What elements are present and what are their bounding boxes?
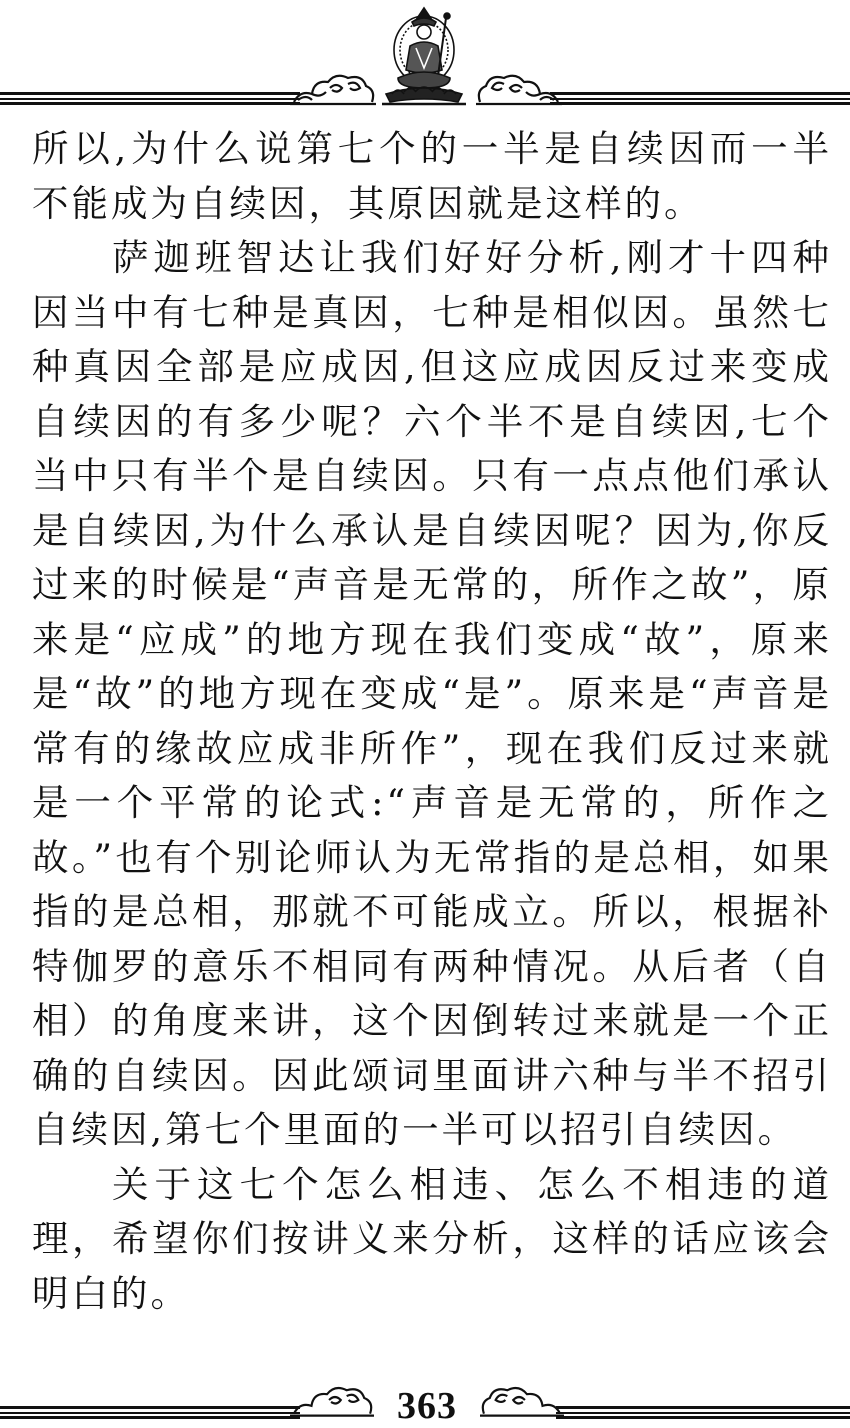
paragraph: 萨迦班智达让我们好好分析,刚才十四种因当中有七种是真因，七种是相似因。虽然七种真因全部是应成因,但这应成因反过来变成自续因的有多少呢？六个半不是自续因,七个当中只有半个是自续因。只有一点点他们承认是自续因,为什么承认是自续因呢？因为,你反过来的时候是“声音是无常的，所作之故”，原来是“应成”的地方现在我们变成“故”，原来是“故”的地方现在变成“是”。原来是“声音是常有的缘故应成非所作”，现在我们反过来就是一个平常的论式:“声音是无常的，所作之故。”也有个别论师认为无常指的是总相，如果指的是总相，那就不可能成立。所以，根据补特伽罗的意乐不相同有两种情况。从后者（自相）的角度来讲，这个因倒转过来就是一个正确的自续因。因此颂词里面讲六种与半不招引自续因,第七个里面的一半可以招引自续因。: [32, 236, 832, 1151]
paragraph: 关于这七个怎么相违、怎么不相违的道理，希望你们按讲义来分析，这样的话应该会明白的。: [32, 1162, 832, 1315]
cloud-ornament-icon: [290, 1380, 374, 1420]
page-number: 363: [397, 1385, 457, 1427]
cloud-ornament-icon: [476, 68, 562, 108]
cloud-ornament-icon: [480, 1380, 564, 1420]
cloud-ornament-icon: [290, 68, 376, 108]
paragraph: 所以,为什么说第七个的一半是自续因而一半不能成为自续因，其原因就是这样的。: [32, 127, 832, 225]
page-footer: [0, 1376, 850, 1426]
footer-rule-left: [0, 1406, 300, 1420]
page-body: [32, 122, 832, 1321]
header-rule-right: [550, 92, 850, 106]
deity-figure-icon: [372, 4, 476, 108]
header-rule-left: [0, 92, 300, 106]
page-header-ornament: [0, 0, 850, 120]
footer-rule-right: [556, 1406, 850, 1420]
